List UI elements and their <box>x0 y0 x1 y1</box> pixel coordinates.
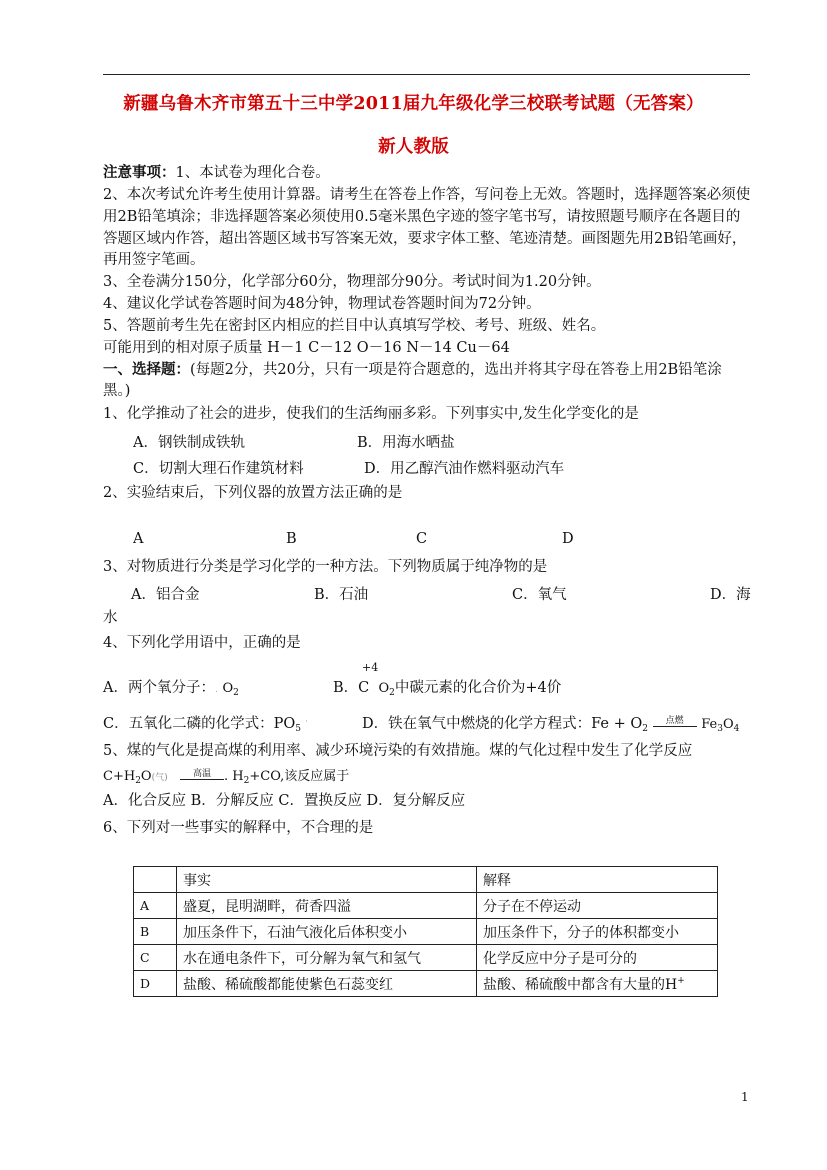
notes-1 <box>103 163 330 183</box>
q2-option-c: C <box>416 531 428 547</box>
reaction-arrow <box>653 717 697 731</box>
header-rule <box>103 74 750 75</box>
notes-item-1: 1、本试卷为理化合卷。 <box>175 165 330 181</box>
h-ion-charge: + <box>677 975 685 986</box>
notes-5: 5、答题前考生先在密封区内相应的拦目中认真填写学校、考号、班级、姓名。 <box>103 318 606 334</box>
page-number: 1 <box>741 1090 749 1104</box>
q2-option-b: B <box>286 531 297 547</box>
row-fact: 加压条件下，石油气液化后体积变小 <box>177 919 477 945</box>
q5-reaction-arrow <box>180 770 224 784</box>
section-1-desc-cont: 黑。) <box>103 383 131 399</box>
table-header-fact: 事实 <box>177 867 477 893</box>
q5-eq-h: H <box>232 769 244 784</box>
q4-option-d-o: O <box>722 717 734 732</box>
q4-option-a-formula: O <box>222 681 234 696</box>
q3-option-d-cont: 水 <box>103 610 118 626</box>
q4-option-b <box>333 676 561 698</box>
q2-option-a: A <box>133 531 144 547</box>
row-explanation: 分子在不停运动 <box>477 893 718 919</box>
row-explanation <box>477 971 718 997</box>
q5-reaction-condition: 高温 <box>193 768 212 779</box>
q1-option-d: D．用乙醇汽油作燃料驱动汽车 <box>364 461 565 477</box>
q4-option-b-valence: +4 <box>362 661 379 674</box>
row-fact: 水在通电条件下，可分解为氧气和氢气 <box>177 945 477 971</box>
table-header-row <box>134 867 718 893</box>
q4-option-d <box>362 712 739 734</box>
q4-option-b-label: B．C <box>333 680 370 696</box>
q5-stem: 5、煤的气化是提高煤的利用率、减少环境污染的有效措施。煤的气化过程中发生了化学反应 <box>103 743 693 759</box>
q4-option-b-o: O <box>378 681 390 696</box>
q5-options: A．化合反应 B．分解反应 C．置换反应 D．复分解反应 <box>103 793 466 809</box>
q3-option-a: A．铝合金 <box>131 587 200 603</box>
table-row <box>134 919 718 945</box>
q5-eq-sub-2: 2 <box>243 776 250 786</box>
row-fact: 盐酸、稀硫酸都能使紫色石蕊变红 <box>177 971 477 997</box>
row-fact: 盛夏，昆明湖畔，荷香四溢 <box>177 893 477 919</box>
q4-option-d-sub-2: 4 <box>733 724 740 734</box>
mark-dot-2: · <box>305 717 308 727</box>
q5-eq-right: +CO,该反应属于 <box>249 769 350 784</box>
row-explanation-text: 盐酸、稀硫酸中都含有大量的H <box>483 976 678 993</box>
row-key: A <box>134 893 177 919</box>
row-explanation: 化学反应中分子是可分的 <box>477 945 718 971</box>
q4-option-b-text: 中碳元素的化合价为+4价 <box>394 680 562 696</box>
q4-stem: 4、下列化学用语中，正确的是 <box>103 635 301 651</box>
q4-option-a-sub: 2 <box>233 688 239 698</box>
page-title: 新疆乌鲁木齐市第五十三中学2011届九年级化学三校联考试题（无答案） <box>123 94 704 114</box>
q1-option-a: A．钢铁制成铁轨 <box>133 435 245 451</box>
notes-2b: 用2B铅笔填涂；非选择题答案必须使用0.5毫米黑色字迹的签字笔书写，请按照题号顺序在各题目的 <box>103 209 741 225</box>
table-row <box>134 971 718 997</box>
notes-3: 3、全卷满分150分，化学部分60分，物理部分90分。考试时间为1.20分钟。 <box>103 274 601 290</box>
table-row <box>134 893 718 919</box>
q4-option-c <box>103 712 301 734</box>
notes-label: 注意事项： <box>103 164 176 181</box>
section-1-label: 一、选择题： <box>103 361 190 378</box>
q3-option-b: B．石油 <box>314 587 369 603</box>
q4-option-a <box>103 676 239 698</box>
table-cell <box>134 867 177 893</box>
q6-table <box>133 866 718 997</box>
table-row <box>134 945 718 971</box>
q5-eq-state: (气) <box>151 773 168 783</box>
q5-equation: $C+H_2O$(气) 高温 . $H_2+CO$,该反应属于 <box>103 765 349 786</box>
q5-eq-sub-1: 2 <box>135 776 141 786</box>
section-1-desc: (每题2分，共20分，只有一项是符合题意的，选出并将其字母在答卷上用2B铅笔涂 <box>190 362 722 378</box>
q4-option-a-text: A．两个氧分子： <box>103 680 215 696</box>
page-subtitle: 新人教版 <box>378 137 449 157</box>
notes-2a: 2、本次考试允许考生使用计算器。请考生在答卷上作答，写问卷上无效。答题时，选择题答案必须使 <box>103 187 751 203</box>
q4-option-d-text: D．铁在氧气中燃烧的化学方程式：Fe + O <box>362 716 643 732</box>
q5-eq-o: O <box>140 769 152 784</box>
q2-option-d: D <box>562 531 574 547</box>
q4-option-d-sub-1: 3 <box>717 724 723 734</box>
section-1-heading <box>103 360 722 380</box>
q4-option-c-sub: 5 <box>295 724 301 734</box>
row-key: C <box>134 945 177 971</box>
q2-stem: 2、实验结束后，下列仪器的放置方法正确的是 <box>103 485 403 501</box>
q6-stem: 6、下列对一些事实的解释中，不合理的是 <box>103 820 374 836</box>
row-explanation: 加压条件下，分子的体积都变小 <box>477 919 718 945</box>
row-key: B <box>134 919 177 945</box>
q4-option-b-sub: 2 <box>389 688 395 698</box>
q4-option-d-sub: 2 <box>642 724 648 734</box>
q1-option-b: B．用海水晒盐 <box>357 435 455 451</box>
q3-option-c: C．氧气 <box>512 587 567 603</box>
notes-2c: 答题区域内作答，超出答题区域书写答案无效，要求字体工整、笔迹清楚。画图题先用2B铅笔画好， <box>103 231 747 247</box>
q3-stem: 3、对物质进行分类是学习化学的一种方法。下列物质属于纯净物的是 <box>103 559 548 575</box>
atomic-masses: 可能用到的相对原子质量 H－1 C－12 O－16 N－14 Cu－64 <box>103 340 510 356</box>
notes-2d: 再用签字笔画。 <box>103 252 205 268</box>
q1-option-c: C．切割大理石作建筑材料 <box>133 461 304 477</box>
q3-option-d: D．海 <box>710 587 751 603</box>
row-key: D <box>134 971 177 997</box>
reaction-condition: 点燃 <box>665 716 684 726</box>
table-header-explanation: 解释 <box>477 867 718 893</box>
notes-4: 4、建议化学试卷答题时间为48分钟，物理试卷答题时间为72分钟。 <box>103 296 541 312</box>
q5-eq-left: C+H <box>103 769 136 784</box>
q1-stem: 1、化学推动了社会的进步，使我们的生活绚丽多彩。下列事实中,发生化学变化的是 <box>103 406 639 422</box>
q4-option-d-product: Fe <box>701 717 718 732</box>
mark-dot: . <box>214 685 218 695</box>
q4-option-c-text: C．五氧化二磷的化学式：PO <box>103 716 296 732</box>
